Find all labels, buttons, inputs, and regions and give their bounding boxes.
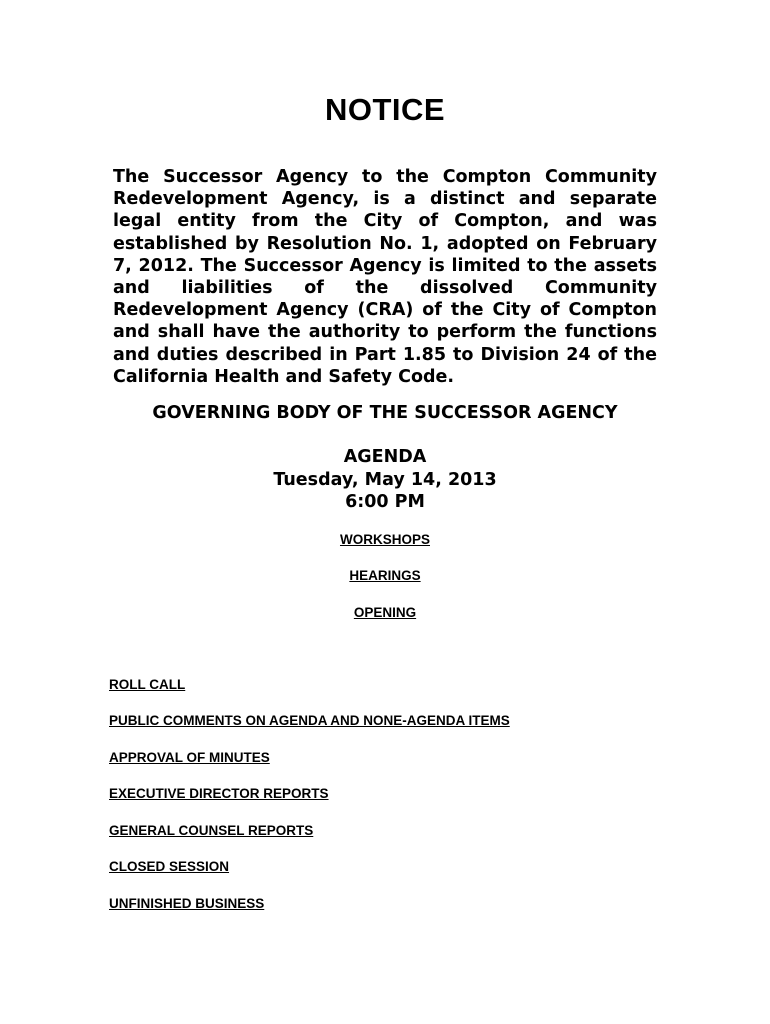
meeting-date: Tuesday, May 14, 2013 — [273, 469, 497, 490]
agenda-header — [0, 446, 770, 514]
agenda-item-approval-of-minutes[interactable]: APPROVAL OF MINUTES — [109, 750, 270, 765]
agenda-item-unfinished-business[interactable]: UNFINISHED BUSINESS — [109, 896, 265, 911]
agenda-item-roll-call[interactable]: ROLL CALL — [109, 677, 186, 692]
agenda-item-executive-director-reports[interactable]: EXECUTIVE DIRECTOR REPORTS — [109, 786, 329, 801]
agenda-item-closed-session[interactable]: CLOSED SESSION — [109, 859, 230, 874]
section-workshops[interactable]: WORKSHOPS — [339, 532, 430, 547]
agenda-item-public-comments[interactable]: PUBLIC COMMENTS ON AGENDA AND NONE-AGENDA ITEMS — [109, 713, 510, 728]
notice-paragraph: The Successor Agency to the Compton Community Redevelopment Agency, is a distinct and separate legal entity from the City of Compton, and was established by Resolution No. 1, adopted on February 7, 2012. The Successor Agency is limited to the assets and liabilities of the dissolved Community Redevelopment Agency (CRA) of the City of Compton and shall have the authority to perform the functions and duties described in Part 1.85 to Division 24 of the California Health and Safety Code. — [113, 167, 657, 387]
section-opening[interactable]: OPENING — [353, 605, 417, 620]
agenda-label: AGENDA — [343, 447, 427, 467]
section-hearings[interactable]: HEARINGS — [349, 568, 421, 583]
agenda-item-general-counsel-reports[interactable]: GENERAL COUNSEL REPORTS — [109, 823, 314, 838]
governing-body-heading: GOVERNING BODY OF THE SUCCESSOR AGENCY — [152, 403, 618, 423]
notice-title: NOTICE — [324, 92, 446, 127]
meeting-time: 6:00 PM — [345, 492, 425, 512]
